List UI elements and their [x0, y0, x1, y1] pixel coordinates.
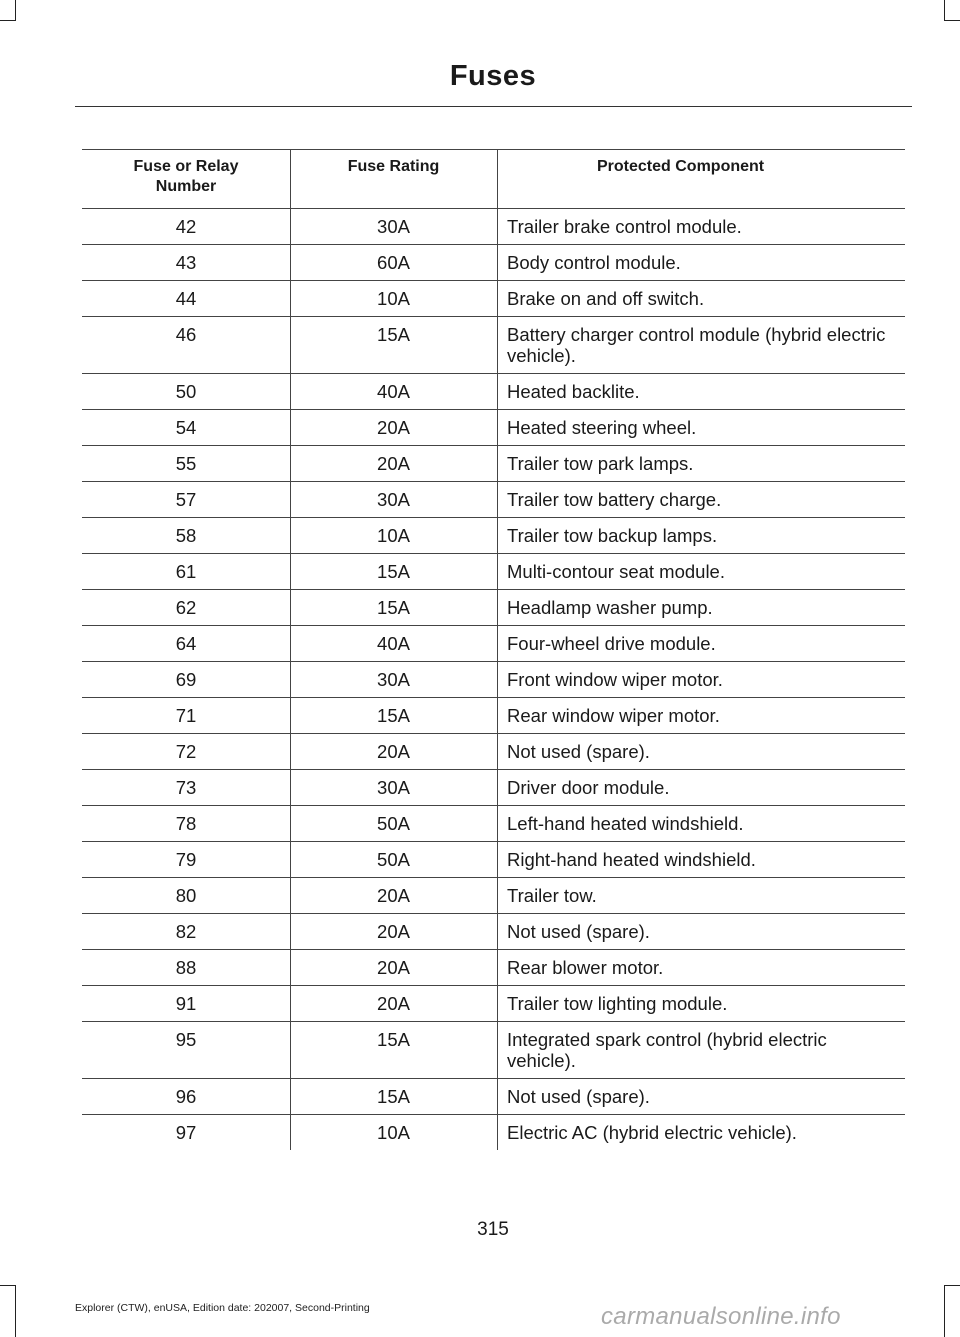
fuse-number-cell: 78: [175, 813, 197, 834]
protected-component-cell: Trailer tow backup lamps.: [497, 518, 905, 553]
fuse-number-cell: 91: [175, 993, 197, 1014]
table-row: [82, 770, 905, 806]
title-divider: [75, 106, 912, 107]
table-row: [82, 281, 905, 317]
fuse-rating-cell: 15A: [290, 317, 497, 373]
table-body: [82, 209, 905, 1150]
table-row: [82, 734, 905, 770]
crop-mark-bottom-left: [15, 1285, 16, 1337]
table-row: [82, 1079, 905, 1115]
fuse-number-cell: 72: [175, 741, 197, 762]
fuse-rating-cell: 30A: [290, 662, 497, 697]
protected-component-cell: Body control module.: [497, 245, 905, 280]
protected-component-cell: Trailer tow.: [497, 878, 905, 913]
protected-component-cell: Multi-contour seat module.: [497, 554, 905, 589]
fuse-rating-cell: 30A: [290, 770, 497, 805]
edition-footer: Explorer (CTW), enUSA, Edition date: 202007, Second-Printing: [75, 1302, 370, 1314]
table-row: [82, 317, 905, 374]
page-title: Fuses: [449, 60, 537, 92]
fuse-rating-cell: 15A: [290, 1079, 497, 1114]
fuse-rating-cell: 20A: [290, 410, 497, 445]
page-number: 315: [477, 1219, 509, 1240]
fuse-table: [82, 149, 905, 1150]
fuse-number-cell: 71: [175, 705, 197, 726]
protected-component-cell: Electric AC (hybrid electric vehicle).: [497, 1115, 905, 1150]
fuse-rating-cell: 15A: [290, 698, 497, 733]
protected-component-cell: Not used (spare).: [497, 1079, 905, 1114]
fuse-number-cell: 64: [175, 633, 197, 654]
column-header-number: Fuse or Relay Number: [133, 158, 239, 195]
fuse-number-cell: 58: [175, 525, 197, 546]
table-row: [82, 1115, 905, 1150]
fuse-number-cell: 88: [175, 957, 197, 978]
table-row: [82, 209, 905, 245]
table-row: [82, 914, 905, 950]
fuse-rating-cell: 15A: [290, 590, 497, 625]
table-row: [82, 842, 905, 878]
table-row: [82, 698, 905, 734]
watermark-logo: carmanualsonline.info: [601, 1303, 841, 1330]
table-row: [82, 626, 905, 662]
fuse-number-cell: 62: [175, 597, 197, 618]
protected-component-cell: Left-hand heated windshield.: [497, 806, 905, 841]
column-header-rating: Fuse Rating: [290, 150, 497, 208]
protected-component-cell: Trailer tow battery charge.: [497, 482, 905, 517]
fuse-number-cell: 95: [175, 1029, 197, 1050]
fuse-rating-cell: 20A: [290, 914, 497, 949]
fuse-rating-cell: 10A: [290, 281, 497, 316]
fuse-number-cell: 43: [175, 252, 197, 273]
fuse-rating-cell: 20A: [290, 950, 497, 985]
table-row: [82, 374, 905, 410]
table-row: [82, 806, 905, 842]
crop-mark-top-left-h: [0, 20, 16, 21]
protected-component-cell: Heated backlite.: [497, 374, 905, 409]
protected-component-cell: Front window wiper motor.: [497, 662, 905, 697]
fuse-number-cell: 69: [175, 669, 197, 690]
fuse-rating-cell: 40A: [290, 374, 497, 409]
fuse-number-cell: 96: [175, 1086, 197, 1107]
protected-component-cell: Trailer tow park lamps.: [497, 446, 905, 481]
fuse-rating-cell: 15A: [290, 1022, 497, 1078]
table-row: [82, 518, 905, 554]
fuse-rating-cell: 20A: [290, 878, 497, 913]
fuse-rating-cell: 20A: [290, 446, 497, 481]
table-row: [82, 554, 905, 590]
table-row: [82, 1022, 905, 1079]
table-row: [82, 482, 905, 518]
table-row: [82, 878, 905, 914]
fuse-number-cell: 73: [175, 777, 197, 798]
table-header-row: [82, 149, 905, 209]
fuse-number-cell: 57: [175, 489, 197, 510]
table-row: [82, 410, 905, 446]
table-row: [82, 245, 905, 281]
fuse-number-cell: 97: [175, 1122, 197, 1143]
crop-mark-bottom-left-h: [0, 1285, 16, 1286]
fuse-number-cell: 55: [175, 453, 197, 474]
protected-component-cell: Not used (spare).: [497, 914, 905, 949]
protected-component-cell: Right-hand heated windshield.: [497, 842, 905, 877]
fuse-number-cell: 44: [175, 288, 197, 309]
protected-component-cell: Trailer tow lighting module.: [497, 986, 905, 1021]
fuse-number-cell: 82: [175, 921, 197, 942]
protected-component-cell: Integrated spark control (hybrid electric vehicle).: [497, 1022, 905, 1078]
fuse-rating-cell: 50A: [290, 806, 497, 841]
fuse-rating-cell: 10A: [290, 1115, 497, 1150]
crop-mark-bottom-right-h: [944, 1285, 960, 1286]
fuse-rating-cell: 60A: [290, 245, 497, 280]
table-row: [82, 986, 905, 1022]
table-row: [82, 590, 905, 626]
fuse-rating-cell: 50A: [290, 842, 497, 877]
protected-component-cell: Trailer brake control module.: [497, 209, 905, 244]
protected-component-cell: Four-wheel drive module.: [497, 626, 905, 661]
protected-component-cell: Heated steering wheel.: [497, 410, 905, 445]
fuse-rating-cell: 30A: [290, 482, 497, 517]
fuse-number-cell: 42: [175, 216, 197, 237]
table-row: [82, 662, 905, 698]
protected-component-cell: Driver door module.: [497, 770, 905, 805]
fuse-rating-cell: 30A: [290, 209, 497, 244]
fuse-number-cell: 50: [175, 381, 197, 402]
fuse-number-cell: 61: [175, 561, 197, 582]
protected-component-cell: Brake on and off switch.: [497, 281, 905, 316]
fuse-rating-cell: 20A: [290, 986, 497, 1021]
fuse-rating-cell: 40A: [290, 626, 497, 661]
column-header-component: Protected Component: [497, 150, 905, 208]
protected-component-cell: Headlamp washer pump.: [497, 590, 905, 625]
table-row: [82, 446, 905, 482]
protected-component-cell: Rear blower motor.: [497, 950, 905, 985]
table-row: [82, 950, 905, 986]
crop-mark-bottom-right: [944, 1285, 945, 1337]
fuse-number-cell: 79: [175, 849, 197, 870]
protected-component-cell: Battery charger control module (hybrid electric vehicle).: [497, 317, 905, 373]
fuse-number-cell: 80: [175, 885, 197, 906]
crop-mark-top-right: [944, 0, 945, 20]
crop-mark-top-left: [15, 0, 16, 20]
protected-component-cell: Not used (spare).: [497, 734, 905, 769]
crop-mark-top-right-h: [944, 20, 960, 21]
fuse-number-cell: 54: [175, 417, 197, 438]
protected-component-cell: Rear window wiper motor.: [497, 698, 905, 733]
fuse-rating-cell: 20A: [290, 734, 497, 769]
fuse-number-cell: 46: [175, 324, 197, 345]
fuse-rating-cell: 15A: [290, 554, 497, 589]
fuse-rating-cell: 10A: [290, 518, 497, 553]
